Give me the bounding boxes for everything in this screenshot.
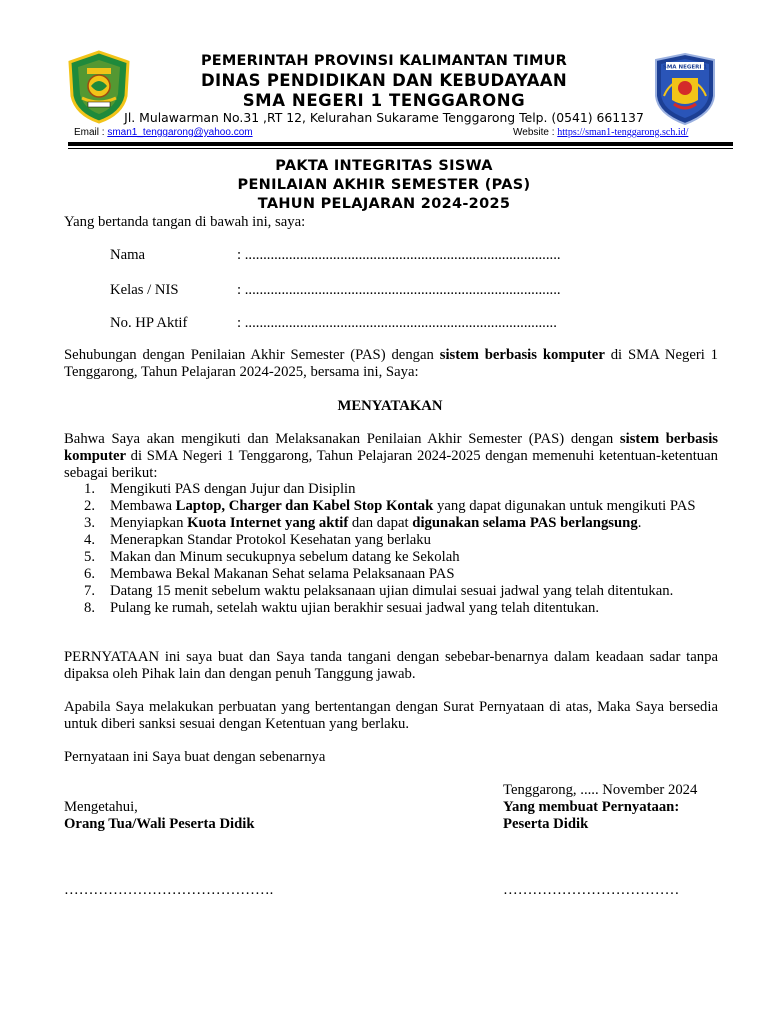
parent-label: Orang Tua/Wali Peserta Didik <box>64 816 255 832</box>
list-item: 5. Makan dan Minum secukupnya sebelum datang ke Sekolah <box>84 549 460 565</box>
list-item: 7. Datang 15 menit sebelum waktu pelaksanaan ujian dimulai sesuai jadwal yang telah ditentukan. <box>84 583 674 599</box>
requirements-list <box>64 481 718 617</box>
website-link[interactable]: https://sman1-tenggarong.sch.id/ <box>557 127 689 138</box>
list-item: 6. Membawa Bekal Makanan Sehat selama Pelaksanaan PAS <box>84 566 455 582</box>
student-label: Peserta Didik <box>503 816 589 832</box>
letterhead-department: DINAS PENDIDIKAN DAN KEBUDAYAAN <box>201 71 567 90</box>
paragraph-honesty: PERNYATAAN ini saya buat dan Saya tanda tangani dengan sebebar-benarnya dalam keadaan sadar tanpa dipaksa oleh Pihak lain dan dengan penuh Tanggung jawab. <box>64 649 718 682</box>
declarant-label: Yang membuat Pernyataan: <box>503 799 680 815</box>
letterhead-government: PEMERINTAH PROVINSI KALIMANTAN TIMUR <box>200 53 567 69</box>
email-label: Email : <box>74 127 108 138</box>
field-class-blank: : ...................................................................................... <box>237 282 561 298</box>
website-label: Website : <box>513 127 558 138</box>
paragraph-sanction: Apabila Saya melakukan perbuatan yang bertentangan dengan Surat Pernyataan di atas, Maka Saya bersedia untuk diberi sanksi sesuai dengan Ketentuan yang berlaku. <box>64 699 718 732</box>
field-phone-blank: : ..................................................................................... <box>237 315 557 331</box>
intro-text: Yang bertanda tangan di bawah ini, saya: <box>64 214 306 230</box>
email-link[interactable]: sman1_tenggarong@yahoo.com <box>107 127 253 138</box>
letterhead-divider-thin <box>68 148 733 149</box>
field-label-name: Nama <box>110 247 146 263</box>
svg-text:SMA NEGERI 1: SMA NEGERI 1 <box>662 64 708 71</box>
declaration-heading: MENYATAKAN <box>337 398 443 414</box>
field-name-blank: : ...................................................................................... <box>237 247 561 263</box>
parent-signature-block <box>64 799 255 833</box>
letterhead-email <box>74 127 253 138</box>
list-item: 4. Menerapkan Standar Protokol Kesehatan yang berlaku <box>84 532 431 548</box>
letterhead-school: SMA NEGERI 1 TENGGARONG <box>242 91 526 110</box>
paragraph-statement: Bahwa Saya akan mengikuti dan Melaksanakan Penilaian Akhir Semester (PAS) dengan sistem berbasis komputer di SMA Negeri 1 Tenggarong, Tahun Pelajaran 2024-2025 dengan memenuhi ketentuan-ketentuan sebagai berikut: <box>64 431 718 481</box>
list-item: 3. Menyiapkan Kuota Internet yang aktif dan dapat digunakan selama PAS berlangsung. <box>84 515 642 531</box>
document-title: PAKTA INTEGRITAS SISWA <box>275 158 493 174</box>
list-item: 8. Pulang ke rumah, setelah waktu ujian berakhir sesuai jadwal yang telah ditentukan. <box>84 600 600 616</box>
list-item: 1. Mengikuti PAS dengan Jujur dan Disiplin <box>84 481 356 497</box>
letterhead-address: Jl. Mulawarman No.31 ,RT 12, Kelurahan Sukarame Tenggarong Telp. (0541) 661137 <box>124 110 644 125</box>
acknowledged-label: Mengetahui, <box>64 799 138 815</box>
paragraph-context: Sehubungan dengan Penilaian Akhir Semester (PAS) dengan sistem berbasis komputer di SMA Negeri 1 Tenggarong, Tahun Pelajaran 2024-2025, bersama ini, Saya: <box>64 347 718 380</box>
field-label-class: Kelas / NIS <box>110 282 179 298</box>
place-date: Tenggarong, ..... November 2024 <box>503 782 698 798</box>
student-signature-line: ……………………………… <box>503 882 680 898</box>
student-signature-block <box>503 799 679 833</box>
letterhead-divider-thick <box>68 142 733 146</box>
list-item: 2. Membawa Laptop, Charger dan Kabel Stop Kontak yang dapat digunakan untuk mengikuti PAS <box>84 498 696 514</box>
document-year: TAHUN PELAJARAN 2024-2025 <box>257 196 511 212</box>
letterhead-website <box>513 127 688 138</box>
parent-signature-line: ……………………………………. <box>64 882 274 898</box>
letterhead <box>0 0 768 150</box>
field-label-phone: No. HP Aktif <box>110 315 188 331</box>
document-subtitle: PENILAIAN AKHIR SEMESTER (PAS) <box>237 177 531 193</box>
paragraph-closing: Pernyataan ini Saya buat dengan sebenarnya <box>64 749 326 765</box>
